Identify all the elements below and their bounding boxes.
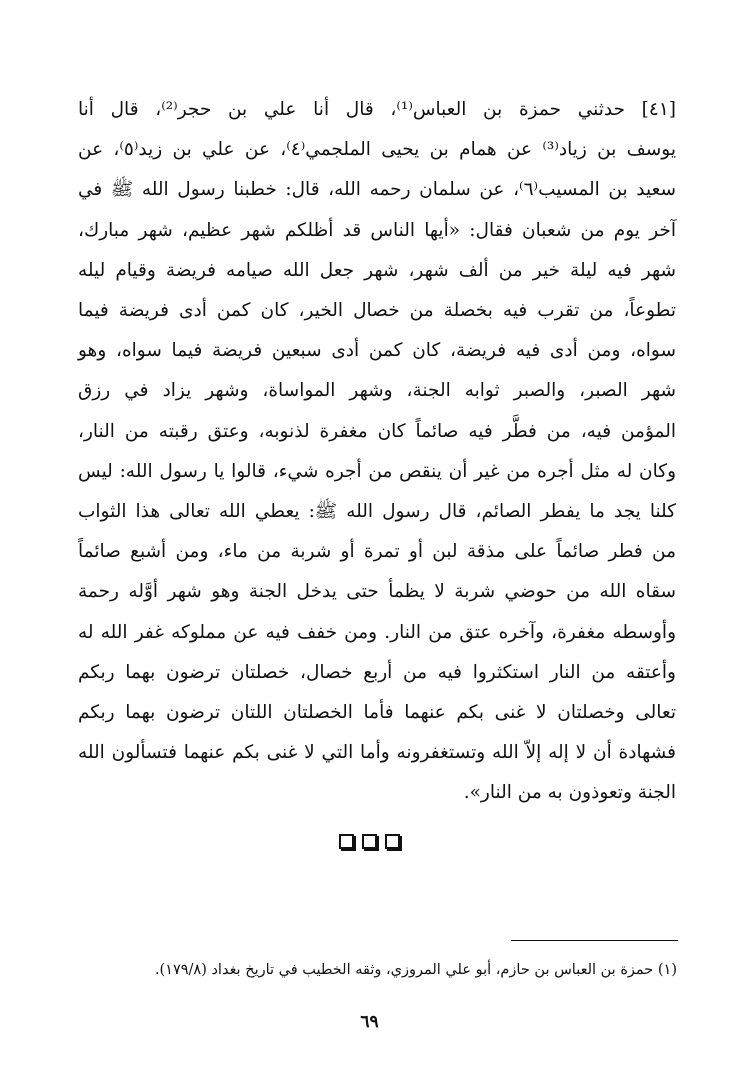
text-line: فشهادة أن لا إله إلاّ الله وتستغفرونه وأما التي لا غنى بكم عنهما فتسألون الله bbox=[78, 742, 676, 764]
section-divider-ornament bbox=[0, 834, 739, 849]
text-line: شهر فيه ليلة خير من ألف شهر، شهر جعل الله صيامه فريضة وقيام ليله bbox=[78, 259, 676, 281]
text-line: يوسف بن زياد⁽³⁾ عن همام بن يحيى الملجمي⁽٤⁾، عن علي بن زيد⁽٥⁾، عن bbox=[78, 139, 676, 161]
text-line: كلنا يجد ما يفطر الصائم، قال رسول الله ﷺ: يعطي الله تعالى هذا الثواب bbox=[78, 501, 676, 523]
footnote-separator bbox=[511, 940, 678, 941]
text-line: سواه، ومن أدى فيه فريضة، كان كمن أدى سبعين فريضة فيما سواه، وهو bbox=[78, 340, 676, 362]
text-line: سعيد بن المسيب⁽٦⁾، عن سلمان رحمه الله، قال: خطبنا رسول الله ﷺ في bbox=[78, 179, 676, 201]
footnote: (١) حمزة بن العباس بن حازم، أبو علي المروزي، وثقه الخطيب في تاريخ بغداد (١٧٩/٨). bbox=[154, 962, 677, 978]
text-line: الجنة وتعوذون به من النار». bbox=[463, 782, 676, 804]
square-box-icon bbox=[339, 834, 354, 849]
text-line: وكان له مثل أجره من غير أن ينقص من أجره شيء، قالوا يا رسول الله: ليس bbox=[78, 460, 676, 482]
text-line: تعالى وخصلتان لا غنى بكم عنهما فأما الخصلتان اللتان ترضون بهما ربكم bbox=[78, 702, 676, 724]
text-line: آخر يوم من شعبان فقال: «أيها الناس قد أظلكم شهر عظيم، شهر مبارك، bbox=[78, 219, 676, 241]
page-number: ٦٩ bbox=[360, 1012, 379, 1032]
text-line: تطوعاً، من تقرب فيه بخصلة من خصال الخير، كان كمن أدى فريضة فيما bbox=[78, 300, 676, 322]
hadith-text bbox=[78, 90, 676, 814]
text-line: شهر الصبر، والصبر ثوابه الجنة، وشهر المواساة، وشهر يزاد في رزق bbox=[78, 380, 676, 402]
text-line: [٤١] حدثني حمزة بن العباس⁽¹⁾، قال أنا علي بن حجر⁽²⁾، قال أنا bbox=[78, 99, 676, 120]
square-box-icon bbox=[362, 834, 377, 849]
text-line: المؤمن فيه، من فطَّر فيه صائماً كان مغفرة لذنوبه، وعتق رقبته من النار، bbox=[78, 420, 676, 442]
text-line: سقاه الله من حوضي شربة لا يظمأ حتى يدخل الجنة وهو شهر أوَّله رحمة bbox=[78, 581, 676, 603]
text-line: من فطر صائماً على مذقة لبن أو تمرة أو شربة من ماء، ومن أشبع صائماً bbox=[78, 541, 676, 563]
text-line: وأوسطه مغفرة، وآخره عتق من النار. ومن خفف فيه عن مملوكه غفر الله له bbox=[78, 621, 676, 643]
square-box-icon bbox=[385, 834, 400, 849]
text-line: وأعتقه من النار استكثروا فيه من أربع خصال، خصلتان ترضون بهما ربكم bbox=[78, 661, 676, 683]
